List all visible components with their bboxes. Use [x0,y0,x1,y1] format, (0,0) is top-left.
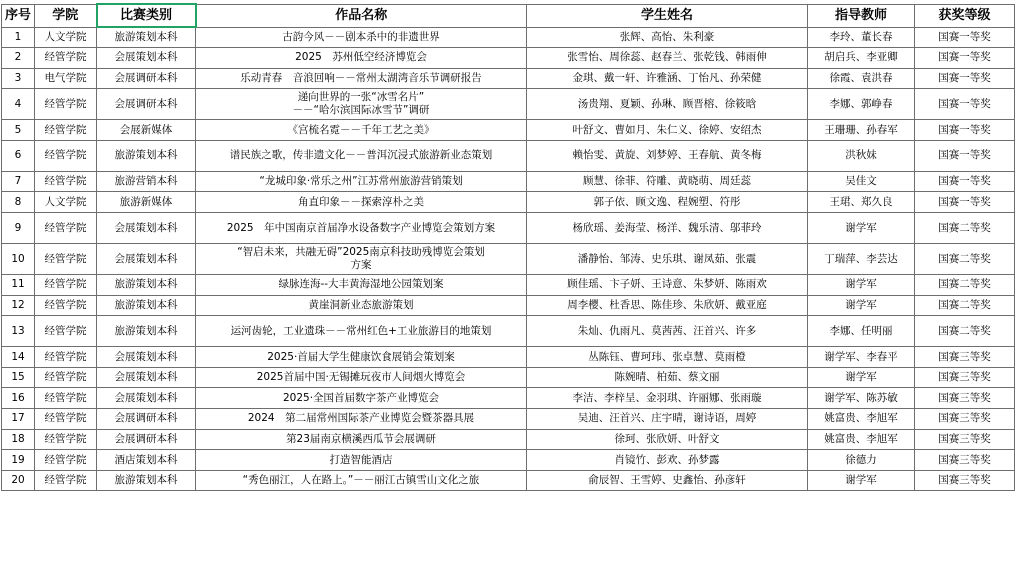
award-table [1,3,1015,491]
cell-award[interactable]: 国赛三等奖 [915,347,1015,368]
cell-no[interactable]: 3 [2,68,35,89]
cell-college[interactable]: 经管学院 [35,275,97,296]
cell-teachers[interactable]: 谢学军、李春平 [808,347,915,368]
table-row [2,409,1015,430]
cell-work[interactable]: 2025·全国首届数字茶产业博览会 [196,388,527,409]
table-row [2,192,1015,213]
cell-no[interactable]: 1 [2,27,35,48]
cell-college[interactable]: 经管学院 [35,347,97,368]
cell-award[interactable]: 国赛一等奖 [915,27,1015,48]
cell-college[interactable]: 电气学院 [35,68,97,89]
cell-category[interactable]: 会展策划本科 [97,48,196,69]
cell-students[interactable]: 顾慧、徐菲、符雕、黄晓萌、周廷蕊 [527,171,808,192]
cell-work[interactable]: 乐动青春 音浪回响－－常州太湖湾音乐节调研报告 [196,68,527,89]
cell-college[interactable]: 经管学院 [35,388,97,409]
cell-teachers[interactable]: 谢学军 [808,275,915,296]
cell-students[interactable]: 郭子依、顾文逸、程婉塑、符彤 [527,192,808,213]
table-row [2,27,1015,48]
cell-no[interactable]: 20 [2,470,35,491]
cell-category[interactable]: 旅游策划本科 [97,275,196,296]
cell-work[interactable]: “秀色丽江，人在路上。”－－丽江古镇雪山文化之旅 [196,470,527,491]
table-row [2,89,1015,120]
table-row [2,429,1015,450]
cell-teachers[interactable]: 丁瑞萍、李芸达 [808,244,915,275]
cell-students[interactable]: 俞辰智、王雪婷、史鑫怡、孙彦轩 [527,470,808,491]
cell-college[interactable]: 经管学院 [35,429,97,450]
cell-students[interactable]: 李洁、李梓呈、金羽琪、许丽娜、张雨璇 [527,388,808,409]
cell-category[interactable]: 会展调研本科 [97,89,196,120]
cell-category[interactable]: 旅游营销本科 [97,171,196,192]
cell-work[interactable]: “龙城印象·常乐之州”江苏常州旅游营销策划 [196,171,527,192]
header-category[interactable]: 比赛类别 [97,4,196,27]
cell-no[interactable]: 10 [2,244,35,275]
header-college[interactable]: 学院 [35,4,97,27]
cell-work[interactable]: 角直印象－－探索淳朴之美 [196,192,527,213]
cell-category[interactable]: 旅游策划本科 [97,316,196,347]
cell-no[interactable]: 13 [2,316,35,347]
cell-teachers[interactable]: 徐德力 [808,450,915,471]
cell-work[interactable]: 递向世界的一张“冰雪名片” －－“哈尔滨国际冰雪节”调研 [196,89,527,120]
cell-students[interactable]: 朱灿、仇雨凡、莫茜茜、汪首兴、许多 [527,316,808,347]
cell-college[interactable]: 经管学院 [35,367,97,388]
cell-award[interactable]: 国赛三等奖 [915,450,1015,471]
cell-category[interactable]: 旅游策划本科 [97,27,196,48]
cell-teachers[interactable]: 李玲、董长春 [808,27,915,48]
cell-college[interactable]: 经管学院 [35,140,97,171]
table-row [2,450,1015,471]
table-row [2,244,1015,275]
cell-college[interactable]: 经管学院 [35,409,97,430]
cell-students[interactable]: 金琪、戴一轩、许雅涵、丁怡凡、孙荣健 [527,68,808,89]
header-row [2,4,1015,27]
cell-award[interactable]: 国赛一等奖 [915,120,1015,141]
cell-award[interactable]: 国赛三等奖 [915,470,1015,491]
cell-work[interactable]: 2025·首届大学生健康饮食展销会策划案 [196,347,527,368]
cell-work[interactable]: 谱民族之歌，传非遗文化－－普洱沉浸式旅游新业态策划 [196,140,527,171]
cell-college[interactable]: 经管学院 [35,171,97,192]
cell-students[interactable]: 汤贵翔、夏颖、孙琳、顾晋榕、徐筱晗 [527,89,808,120]
cell-award[interactable]: 国赛一等奖 [915,68,1015,89]
table-row [2,120,1015,141]
cell-award[interactable]: 国赛一等奖 [915,171,1015,192]
table-row [2,347,1015,368]
cell-teachers[interactable]: 洪秋妹 [808,140,915,171]
cell-no[interactable]: 11 [2,275,35,296]
cell-students[interactable]: 肖镜竹、彭欢、孙梦露 [527,450,808,471]
cell-college[interactable]: 经管学院 [35,213,97,244]
cell-category[interactable]: 酒店策划本科 [97,450,196,471]
cell-award[interactable]: 国赛一等奖 [915,48,1015,69]
cell-college[interactable]: 人文学院 [35,27,97,48]
cell-college[interactable]: 经管学院 [35,120,97,141]
cell-teachers[interactable]: 谢学军 [808,295,915,316]
cell-no[interactable]: 9 [2,213,35,244]
cell-no[interactable]: 12 [2,295,35,316]
cell-college[interactable]: 经管学院 [35,316,97,347]
cell-teachers[interactable]: 吴佳文 [808,171,915,192]
cell-students[interactable]: 叶舒文、曹如月、朱仁义、徐婷、安绍杰 [527,120,808,141]
cell-work[interactable]: “智启未来，共融无碍”2025南京科技助残博览会策划 方案 [196,244,527,275]
cell-category[interactable]: 旅游策划本科 [97,140,196,171]
cell-teachers[interactable]: 姚富贵、李旭军 [808,429,915,450]
cell-no[interactable]: 4 [2,89,35,120]
cell-teachers[interactable]: 谢学军 [808,470,915,491]
cell-students[interactable]: 赖怡雯、黄旋、刘梦婷、王春航、黄冬梅 [527,140,808,171]
cell-no[interactable]: 14 [2,347,35,368]
cell-category[interactable]: 会展调研本科 [97,429,196,450]
cell-students[interactable]: 张辉、高怡、朱利豪 [527,27,808,48]
cell-category[interactable]: 会展调研本科 [97,68,196,89]
cell-award[interactable]: 国赛二等奖 [915,244,1015,275]
cell-work[interactable]: 绿脉连海--大丰黄海湿地公园策划案 [196,275,527,296]
table-row [2,48,1015,69]
cell-teachers[interactable]: 王珊珊、孙春军 [808,120,915,141]
table-row [2,140,1015,171]
cell-teachers[interactable]: 李娜、任明丽 [808,316,915,347]
cell-teachers[interactable]: 谢学军 [808,213,915,244]
cell-work[interactable]: 《宫梳名霓－－千年工艺之美》 [196,120,527,141]
cell-category[interactable]: 会展策划本科 [97,367,196,388]
cell-category[interactable]: 会展策划本科 [97,244,196,275]
cell-work[interactable]: 黄崖洞新业态旅游策划 [196,295,527,316]
cell-teachers[interactable]: 姚富贵、李旭军 [808,409,915,430]
header-students[interactable]: 学生姓名 [527,4,808,27]
table-row [2,295,1015,316]
cell-teachers[interactable]: 胡启兵、李亚卿 [808,48,915,69]
cell-no[interactable]: 15 [2,367,35,388]
cell-students[interactable]: 徐珂、张欣妍、叶舒文 [527,429,808,450]
cell-no[interactable]: 16 [2,388,35,409]
header-no[interactable]: 序号 [2,4,35,27]
cell-no[interactable]: 8 [2,192,35,213]
cell-category[interactable]: 会展新媒体 [97,120,196,141]
cell-award[interactable]: 国赛一等奖 [915,140,1015,171]
cell-award[interactable]: 国赛一等奖 [915,89,1015,120]
cell-teachers[interactable]: 徐霞、袁洪春 [808,68,915,89]
cell-students[interactable]: 丛陈钰、曹珂玮、张卓慧、莫雨橙 [527,347,808,368]
cell-category[interactable]: 会展策划本科 [97,388,196,409]
cell-work[interactable]: 2025首届中国·无锡摊玩夜市人间烟火博览会 [196,367,527,388]
cell-award[interactable]: 国赛二等奖 [915,295,1015,316]
cell-category[interactable]: 旅游策划本科 [97,295,196,316]
cell-college[interactable]: 经管学院 [35,244,97,275]
cell-no[interactable]: 5 [2,120,35,141]
cell-no[interactable]: 17 [2,409,35,430]
cell-college[interactable]: 经管学院 [35,450,97,471]
cell-no[interactable]: 19 [2,450,35,471]
cell-work[interactable]: 打造智能酒店 [196,450,527,471]
cell-work[interactable]: 第23届南京横溪西瓜节会展调研 [196,429,527,450]
cell-no[interactable]: 6 [2,140,35,171]
cell-students[interactable]: 杨欣瑶、姜海莹、杨洋、魏乐清、邬菲玲 [527,213,808,244]
table-row [2,470,1015,491]
cell-teachers[interactable]: 谢学军、陈苏敏 [808,388,915,409]
cell-award[interactable]: 国赛三等奖 [915,388,1015,409]
cell-work[interactable]: 2025 年中国南京首届净水设备数字产业博览会策划方案 [196,213,527,244]
cell-category[interactable]: 会展策划本科 [97,347,196,368]
cell-category[interactable]: 会展策划本科 [97,213,196,244]
cell-category[interactable]: 旅游策划本科 [97,470,196,491]
cell-no[interactable]: 7 [2,171,35,192]
cell-award[interactable]: 国赛三等奖 [915,429,1015,450]
header-work[interactable]: 作品名称 [196,4,527,27]
cell-award[interactable]: 国赛三等奖 [915,409,1015,430]
cell-category[interactable]: 会展调研本科 [97,409,196,430]
cell-category[interactable]: 旅游新媒体 [97,192,196,213]
cell-teachers[interactable]: 李娜、郭峥春 [808,89,915,120]
cell-college[interactable]: 经管学院 [35,48,97,69]
header-teachers[interactable]: 指导教师 [808,4,915,27]
cell-work[interactable]: 2025 苏州低空经济博览会 [196,48,527,69]
table-row [2,171,1015,192]
cell-work[interactable]: 古韵今风－－剧本杀中的非遗世界 [196,27,527,48]
table-row [2,213,1015,244]
table-body [2,27,1015,491]
cell-college[interactable]: 人文学院 [35,192,97,213]
cell-college[interactable]: 经管学院 [35,470,97,491]
cell-students[interactable]: 周李樱、杜香思、陈佳珍、朱欣妍、戴亚庭 [527,295,808,316]
table-row [2,388,1015,409]
cell-award[interactable]: 国赛二等奖 [915,213,1015,244]
cell-students[interactable]: 潘静怡、邹涛、史乐琪、谢凤茹、张震 [527,244,808,275]
cell-teachers[interactable]: 谢学军 [808,367,915,388]
cell-no[interactable]: 18 [2,429,35,450]
cell-award[interactable]: 国赛一等奖 [915,192,1015,213]
table-row [2,275,1015,296]
cell-award[interactable]: 国赛二等奖 [915,316,1015,347]
cell-students[interactable]: 顾佳瑶、卞子妍、王诗意、朱梦妍、陈雨欢 [527,275,808,296]
table-row [2,68,1015,89]
table-row [2,367,1015,388]
table-row [2,316,1015,347]
cell-award[interactable]: 国赛二等奖 [915,275,1015,296]
cell-college[interactable]: 经管学院 [35,295,97,316]
cell-award[interactable]: 国赛三等奖 [915,367,1015,388]
cell-work[interactable]: 运河齿轮，工业遗珠－－常州红色+工业旅游目的地策划 [196,316,527,347]
cell-students[interactable]: 陈婉晴、柏茹、蔡文丽 [527,367,808,388]
header-award[interactable]: 获奖等级 [915,4,1015,27]
cell-students[interactable]: 张雪怡、周徐蕊、赵春兰、张乾钱、韩雨伸 [527,48,808,69]
cell-work[interactable]: 2024 第二届常州国际茶产业博览会暨茶器具展 [196,409,527,430]
cell-no[interactable]: 2 [2,48,35,69]
cell-students[interactable]: 吴迪、汪首兴、庄宇晴，谢诗语，周婷 [527,409,808,430]
cell-teachers[interactable]: 王珺、郑久良 [808,192,915,213]
cell-college[interactable]: 经管学院 [35,89,97,120]
